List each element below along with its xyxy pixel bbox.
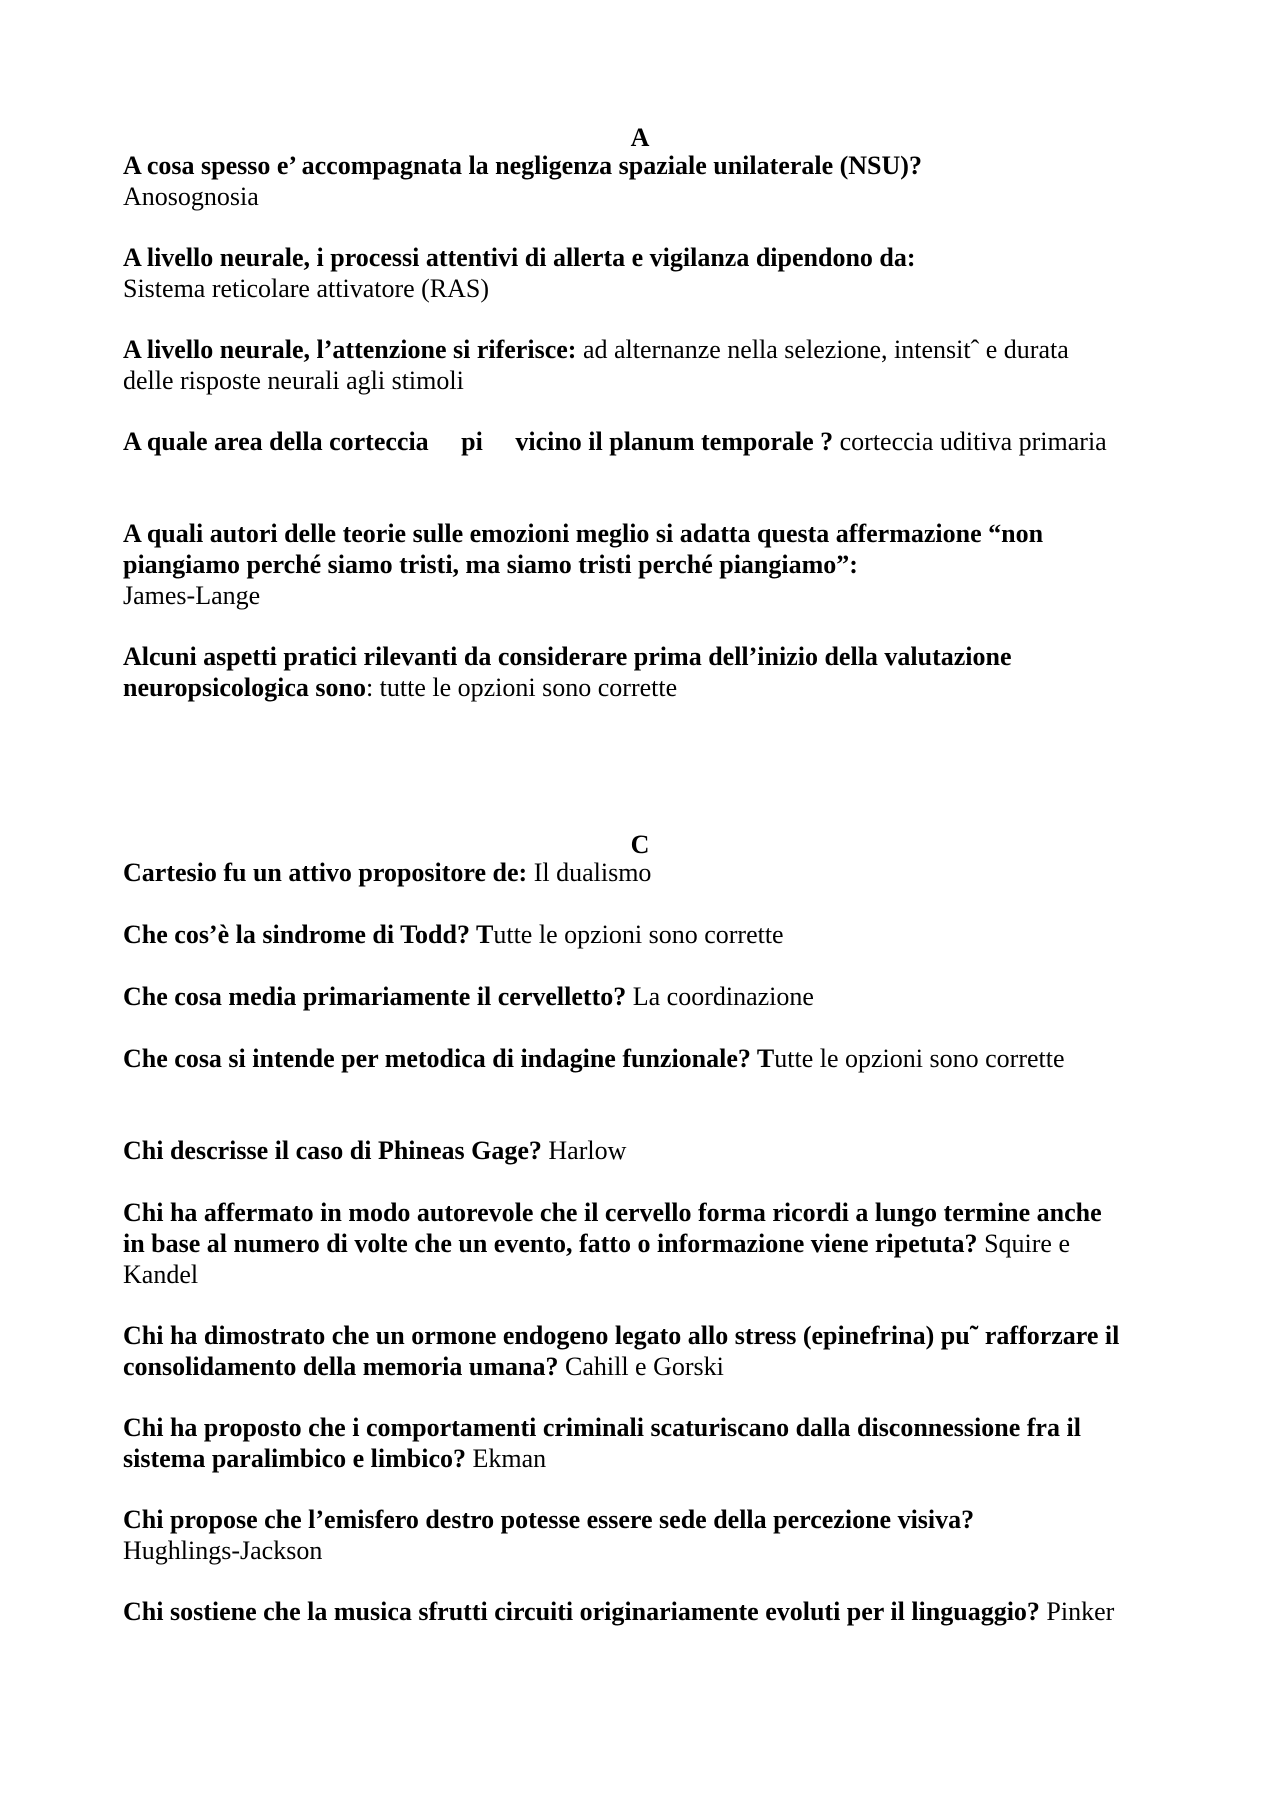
answer: James-Lange — [123, 581, 261, 610]
qa-item — [123, 426, 1123, 457]
qa-item — [123, 981, 1123, 1012]
question: A quale area della corteccia pi vicino il planum temporale ? — [123, 427, 834, 456]
qa-item — [123, 1412, 1123, 1474]
question: Chi ha dimostrato che un ormone endogeno legato allo stress (epinefrina) pu˜ rafforzare il consolidamento della memoria umana? — [123, 1321, 1120, 1381]
qa-item — [123, 919, 1123, 950]
qa-item — [123, 518, 1123, 611]
answer: Cahill e Gorski — [565, 1352, 724, 1381]
qa-item — [123, 1197, 1123, 1290]
qa-item — [123, 242, 1123, 304]
question: Che cosa si intende per metodica di indagine funzionale? T — [123, 1044, 775, 1073]
question: A livello neurale, l’attenzione si riferisce: — [123, 335, 577, 364]
answer: La coordinazione — [632, 982, 814, 1011]
question: Chi sostiene che la musica sfrutti circuiti originariamente evoluti per il linguaggio? — [123, 1597, 1040, 1626]
question: Che cosa media primariamente il cervelletto? — [123, 982, 627, 1011]
answer: Hughlings-Jackson — [123, 1536, 323, 1565]
answer: utte le opzioni sono corrette — [774, 1044, 1065, 1073]
qa-item — [123, 1135, 1123, 1166]
question: Cartesio fu un attivo propositore de: — [123, 858, 528, 887]
section-heading-a: A — [630, 123, 650, 152]
question: Chi ha proposto che i comportamenti criminali scaturiscano dalla disconnessione fra il sistema paralimbico e limbico? — [123, 1413, 1081, 1473]
question: A quali autori delle teorie sulle emozioni meglio si adatta questa affermazione “non piangiamo perché siamo tristi, ma siamo tristi perché piangiamo”: — [123, 519, 1044, 579]
answer: Sistema reticolare attivatore (RAS) — [123, 274, 490, 303]
question: Chi descrisse il caso di Phineas Gage? — [123, 1136, 542, 1165]
answer: corteccia uditiva primaria — [839, 427, 1107, 456]
question: Che cos’è la sindrome di Todd? T — [123, 920, 494, 949]
question: A livello neurale, i processi attentivi di allerta e vigilanza dipendono da: — [123, 243, 916, 272]
answer: ad alternanze nella selezione, intensitˆ e durata delle risposte neurali agli stimoli — [123, 335, 1069, 395]
section-heading-c: C — [630, 830, 650, 859]
qa-item — [123, 150, 1123, 212]
question: Alcuni aspetti pratici rilevanti da considerare prima dell’inizio della valutazione neuropsicologica sono — [123, 642, 1012, 702]
qa-item — [123, 1504, 1123, 1566]
qa-item — [123, 1320, 1123, 1382]
qa-item — [123, 641, 1123, 703]
answer: Anosognosia — [123, 182, 259, 211]
answer: Harlow — [548, 1136, 627, 1165]
qa-item — [123, 857, 1123, 888]
qa-item — [123, 1596, 1123, 1627]
answer: Il dualismo — [533, 858, 652, 887]
answer: Squire e Kandel — [123, 1229, 1070, 1289]
answer: Pinker — [1046, 1597, 1115, 1626]
question: A cosa spesso e’ accompagnata la negligenza spaziale unilaterale (NSU)? — [123, 151, 922, 180]
answer: Ekman — [472, 1444, 547, 1473]
answer: utte le opzioni sono corrette — [493, 920, 784, 949]
qa-item — [123, 1043, 1123, 1074]
question: Chi ha affermato in modo autorevole che il cervello forma ricordi a lungo termine anche in base al numero di volte che un evento, fatto o informazione viene ripetuta? — [123, 1198, 1102, 1258]
qa-item — [123, 334, 1123, 396]
answer: : tutte le opzioni sono corrette — [365, 673, 678, 702]
question: Chi propose che l’emisfero destro potesse essere sede della percezione visiva? — [123, 1505, 975, 1534]
